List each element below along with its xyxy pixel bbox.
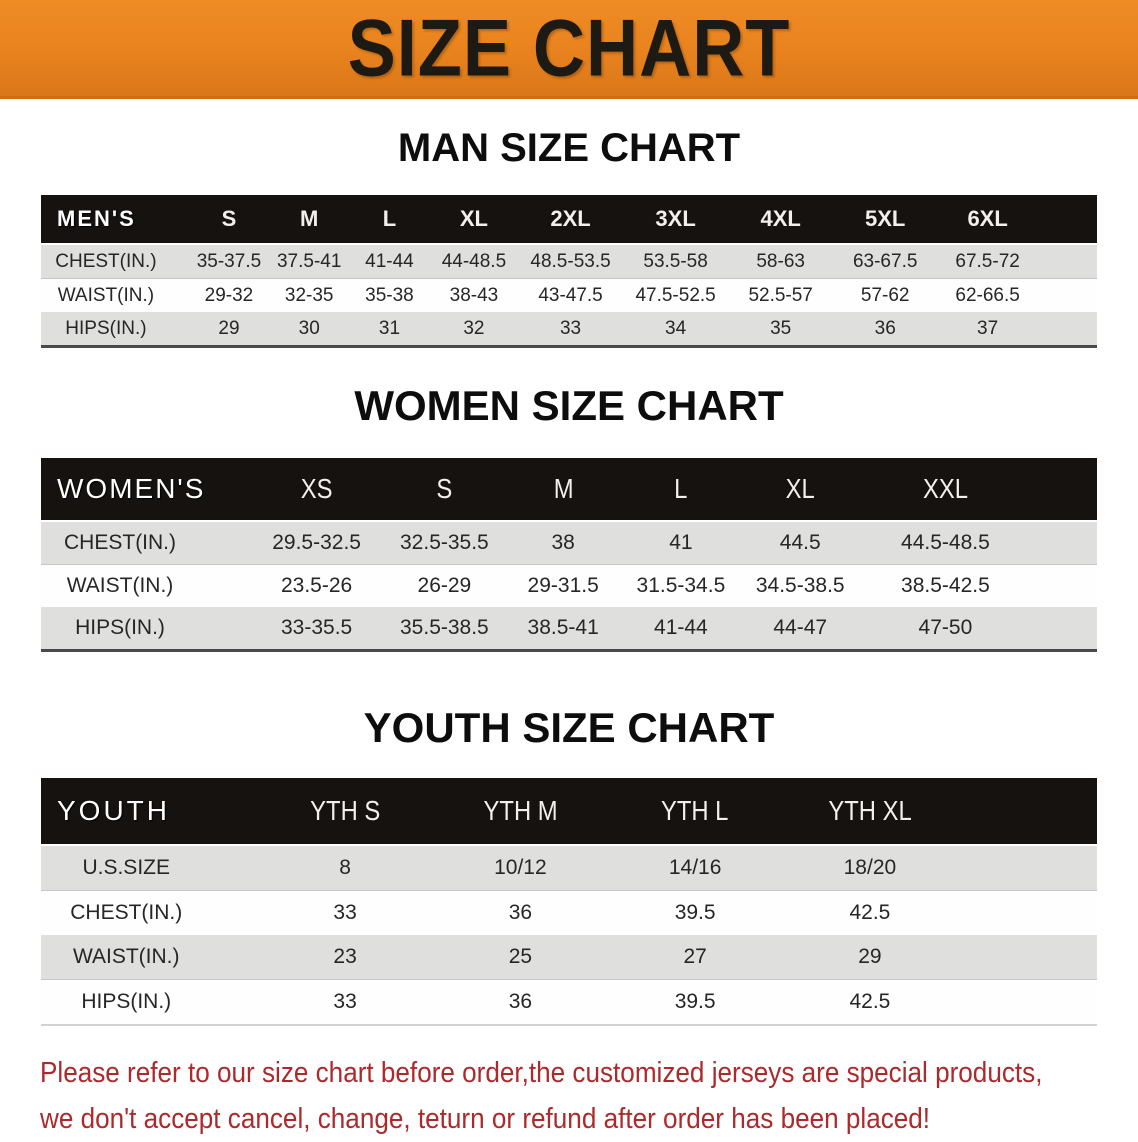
row-label: WAIST(IN.)	[41, 935, 257, 980]
youth-col-m: YTH M	[433, 778, 608, 845]
table-cell: 33	[518, 312, 623, 347]
table-cell: 39.5	[608, 980, 782, 1026]
table-cell: 33	[257, 980, 432, 1026]
table-cell: 38.5-41	[505, 607, 622, 651]
table-cell: 29	[782, 935, 957, 980]
table-cell: 41-44	[622, 607, 740, 651]
row-label: WAIST(IN.)	[41, 565, 249, 608]
spacer-cell	[1038, 279, 1097, 313]
men-col-5xl: 5XL	[833, 195, 938, 244]
table-cell: 42.5	[782, 980, 957, 1026]
row-label: CHEST(IN.)	[41, 891, 257, 936]
table-cell: 31	[349, 312, 429, 347]
disclaimer-line-1: Please refer to our size chart before order,the customized jerseys are special products,	[40, 1057, 1043, 1089]
spacer-cell	[958, 980, 1097, 1026]
men-col-6xl: 6XL	[937, 195, 1037, 244]
table-cell: 27	[608, 935, 782, 980]
table-cell: 37.5-41	[269, 244, 349, 279]
spacer-cell	[958, 845, 1097, 891]
table-cell: 67.5-72	[937, 244, 1037, 279]
men-col-xl: XL	[430, 195, 519, 244]
table-cell: 57-62	[833, 279, 938, 313]
youth-corner-label: YOUTH	[41, 778, 257, 845]
men-waist-row	[41, 279, 1097, 313]
men-col-s: S	[189, 195, 269, 244]
spacer-cell	[1030, 607, 1097, 651]
row-label: WAIST(IN.)	[41, 279, 189, 313]
spacer-cell	[1038, 312, 1097, 347]
men-size-table	[41, 195, 1097, 348]
youth-header-row	[41, 778, 1097, 845]
table-cell: 25	[433, 935, 608, 980]
table-cell: 44-48.5	[430, 244, 519, 279]
table-cell: 26-29	[384, 565, 504, 608]
women-size-table	[41, 458, 1097, 652]
youth-size-table	[41, 778, 1097, 1026]
youth-col-l: YTH L	[608, 778, 782, 845]
table-cell: 58-63	[728, 244, 833, 279]
table-cell: 43-47.5	[518, 279, 623, 313]
spacer-cell	[958, 935, 1097, 980]
table-cell: 36	[433, 980, 608, 1026]
spacer-cell	[1030, 458, 1097, 521]
table-cell: 31.5-34.5	[622, 565, 740, 608]
row-label: CHEST(IN.)	[41, 244, 189, 279]
women-corner-label: WOMEN'S	[41, 458, 249, 521]
table-cell: 38.5-42.5	[860, 565, 1030, 608]
table-cell: 30	[269, 312, 349, 347]
table-cell: 23.5-26	[249, 565, 384, 608]
table-cell: 35	[728, 312, 833, 347]
table-cell: 35-38	[349, 279, 429, 313]
table-cell: 38	[505, 521, 622, 565]
men-chest-row	[41, 244, 1097, 279]
women-waist-row	[41, 565, 1097, 608]
women-header-row	[41, 458, 1097, 521]
men-hips-row	[41, 312, 1097, 347]
table-cell: 41-44	[349, 244, 429, 279]
youth-hips-row	[41, 980, 1097, 1026]
table-cell: 38-43	[430, 279, 519, 313]
table-cell: 32.5-35.5	[384, 521, 504, 565]
table-cell: 44.5-48.5	[860, 521, 1030, 565]
youth-col-xl: YTH XL	[782, 778, 957, 845]
size-chart-title: SIZE CHART	[347, 2, 791, 94]
table-cell: 14/16	[608, 845, 782, 891]
table-cell: 48.5-53.5	[518, 244, 623, 279]
disclaimer	[40, 1050, 1138, 1142]
table-cell: 47-50	[860, 607, 1030, 651]
table-cell: 41	[622, 521, 740, 565]
table-cell: 34	[623, 312, 729, 347]
table-cell: 36	[433, 891, 608, 936]
spacer-cell	[958, 778, 1097, 845]
table-cell: 18/20	[782, 845, 957, 891]
youth-chest-row	[41, 891, 1097, 936]
table-cell: 10/12	[433, 845, 608, 891]
youth-col-s: YTH S	[257, 778, 432, 845]
men-col-m: M	[269, 195, 349, 244]
table-cell: 42.5	[782, 891, 957, 936]
table-cell: 35.5-38.5	[384, 607, 504, 651]
spacer-cell	[1030, 565, 1097, 608]
table-cell: 36	[833, 312, 938, 347]
men-col-2xl: 2XL	[518, 195, 623, 244]
spacer-cell	[958, 891, 1097, 936]
women-size-chart-heading: WOMEN SIZE CHART	[354, 382, 784, 429]
table-cell: 44-47	[740, 607, 860, 651]
women-col-l: L	[622, 458, 740, 521]
row-label: HIPS(IN.)	[41, 312, 189, 347]
table-cell: 29-31.5	[505, 565, 622, 608]
disclaimer-line-2: we don't accept cancel, change, teturn or refund after order has been placed!	[40, 1103, 931, 1135]
row-label: CHEST(IN.)	[41, 521, 249, 565]
table-cell: 29-32	[189, 279, 269, 313]
spacer-cell	[1030, 521, 1097, 565]
table-cell: 34.5-38.5	[740, 565, 860, 608]
men-col-4xl: 4XL	[728, 195, 833, 244]
table-cell: 47.5-52.5	[623, 279, 729, 313]
women-col-m: M	[505, 458, 622, 521]
table-cell: 23	[257, 935, 432, 980]
man-size-chart-heading: MAN SIZE CHART	[397, 126, 741, 170]
youth-waist-row	[41, 935, 1097, 980]
youth-ussize-row	[41, 845, 1097, 891]
women-col-xs: XS	[249, 458, 384, 521]
men-corner-label: MEN'S	[41, 195, 189, 244]
size-chart-banner	[0, 0, 1138, 99]
table-cell: 44.5	[740, 521, 860, 565]
men-header-row	[41, 195, 1097, 244]
table-cell: 33	[257, 891, 432, 936]
table-cell: 52.5-57	[728, 279, 833, 313]
women-col-s: S	[384, 458, 504, 521]
table-cell: 35-37.5	[189, 244, 269, 279]
row-label: HIPS(IN.)	[41, 607, 249, 651]
spacer-cell	[1038, 195, 1097, 244]
women-hips-row	[41, 607, 1097, 651]
women-col-xxl: XXL	[860, 458, 1030, 521]
table-cell: 39.5	[608, 891, 782, 936]
men-col-3xl: 3XL	[623, 195, 729, 244]
youth-size-chart-heading: YOUTH SIZE CHART	[363, 704, 775, 751]
table-cell: 53.5-58	[623, 244, 729, 279]
table-cell: 32	[430, 312, 519, 347]
women-col-xl: XL	[740, 458, 860, 521]
row-label: U.S.SIZE	[41, 845, 257, 891]
row-label: HIPS(IN.)	[41, 980, 257, 1026]
table-cell: 33-35.5	[249, 607, 384, 651]
table-cell: 8	[257, 845, 432, 891]
table-cell: 29.5-32.5	[249, 521, 384, 565]
table-cell: 63-67.5	[833, 244, 938, 279]
table-cell: 32-35	[269, 279, 349, 313]
table-cell: 29	[189, 312, 269, 347]
table-cell: 37	[937, 312, 1037, 347]
women-chest-row	[41, 521, 1097, 565]
men-col-l: L	[349, 195, 429, 244]
table-cell: 62-66.5	[937, 279, 1037, 313]
spacer-cell	[1038, 244, 1097, 279]
